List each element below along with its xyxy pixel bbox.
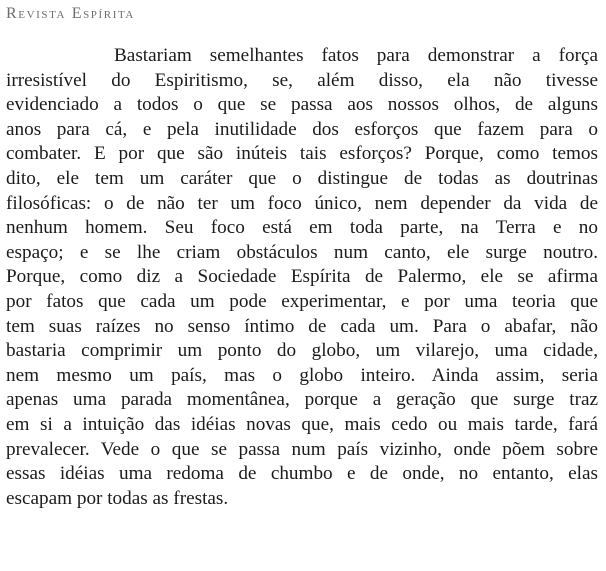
paragraph-line: escapam por todas as frestas.: [6, 487, 229, 509]
paragraph-line: nem mesmo um país, mas o globo inteiro. Ainda assim, seria: [6, 364, 598, 386]
paragraph-line: tem suas raízes no senso íntimo de cada um. Para o abafar, não: [6, 315, 598, 337]
paragraph-line: prevalecer. Vede o que se passa num país vizinho, onde põem sobre: [6, 438, 598, 460]
paragraph-line: bastaria comprimir um ponto do globo, um vilarejo, uma cidade,: [6, 340, 598, 362]
paragraph-line: apenas uma parada momentânea, porque a geração que surge traz: [6, 389, 598, 411]
paragraph-line: espaço; e se lhe criam obstáculos num canto, ele surge noutro.: [6, 241, 598, 263]
paragraph-line: evidenciado a todos o que se passa aos nossos olhos, de alguns: [6, 94, 598, 116]
paragraph-line: em si a intuição das idéias novas que, mais cedo ou mais tarde, fará: [6, 413, 598, 435]
paragraph-line: por fatos que cada um pode experimentar, e por uma teoria que: [6, 290, 598, 312]
paragraph-line: combater. E por que são inúteis tais esforços? Porque, como temos: [6, 143, 598, 165]
paragraph-line: Bastariam semelhantes fatos para demonstrar a força: [114, 45, 598, 66]
paragraph-line: filosóficas: o de não ter um foco único, nem depender da vida de: [6, 192, 598, 214]
paragraph-line: essas idéias uma redoma de chumbo e de onde, no entanto, elas: [6, 463, 598, 485]
paragraph-line: irresistível do Espiritismo, se, além disso, ela não tivesse: [6, 69, 598, 91]
paragraph-line: dito, ele tem um caráter que o distingue de todas as doutrinas: [6, 167, 598, 189]
paragraph-line: anos para cá, e pela inutilidade dos esforços que fazem para o: [6, 118, 598, 140]
body-paragraph: [6, 44, 598, 511]
paragraph-line: nenhum homem. Seu foco está em toda parte, na Terra e no: [6, 217, 598, 239]
paragraph-line: Porque, como diz a Sociedade Espírita de Palermo, ele se afirma: [6, 266, 598, 288]
running-header-title: Revista Espírita: [6, 5, 135, 22]
